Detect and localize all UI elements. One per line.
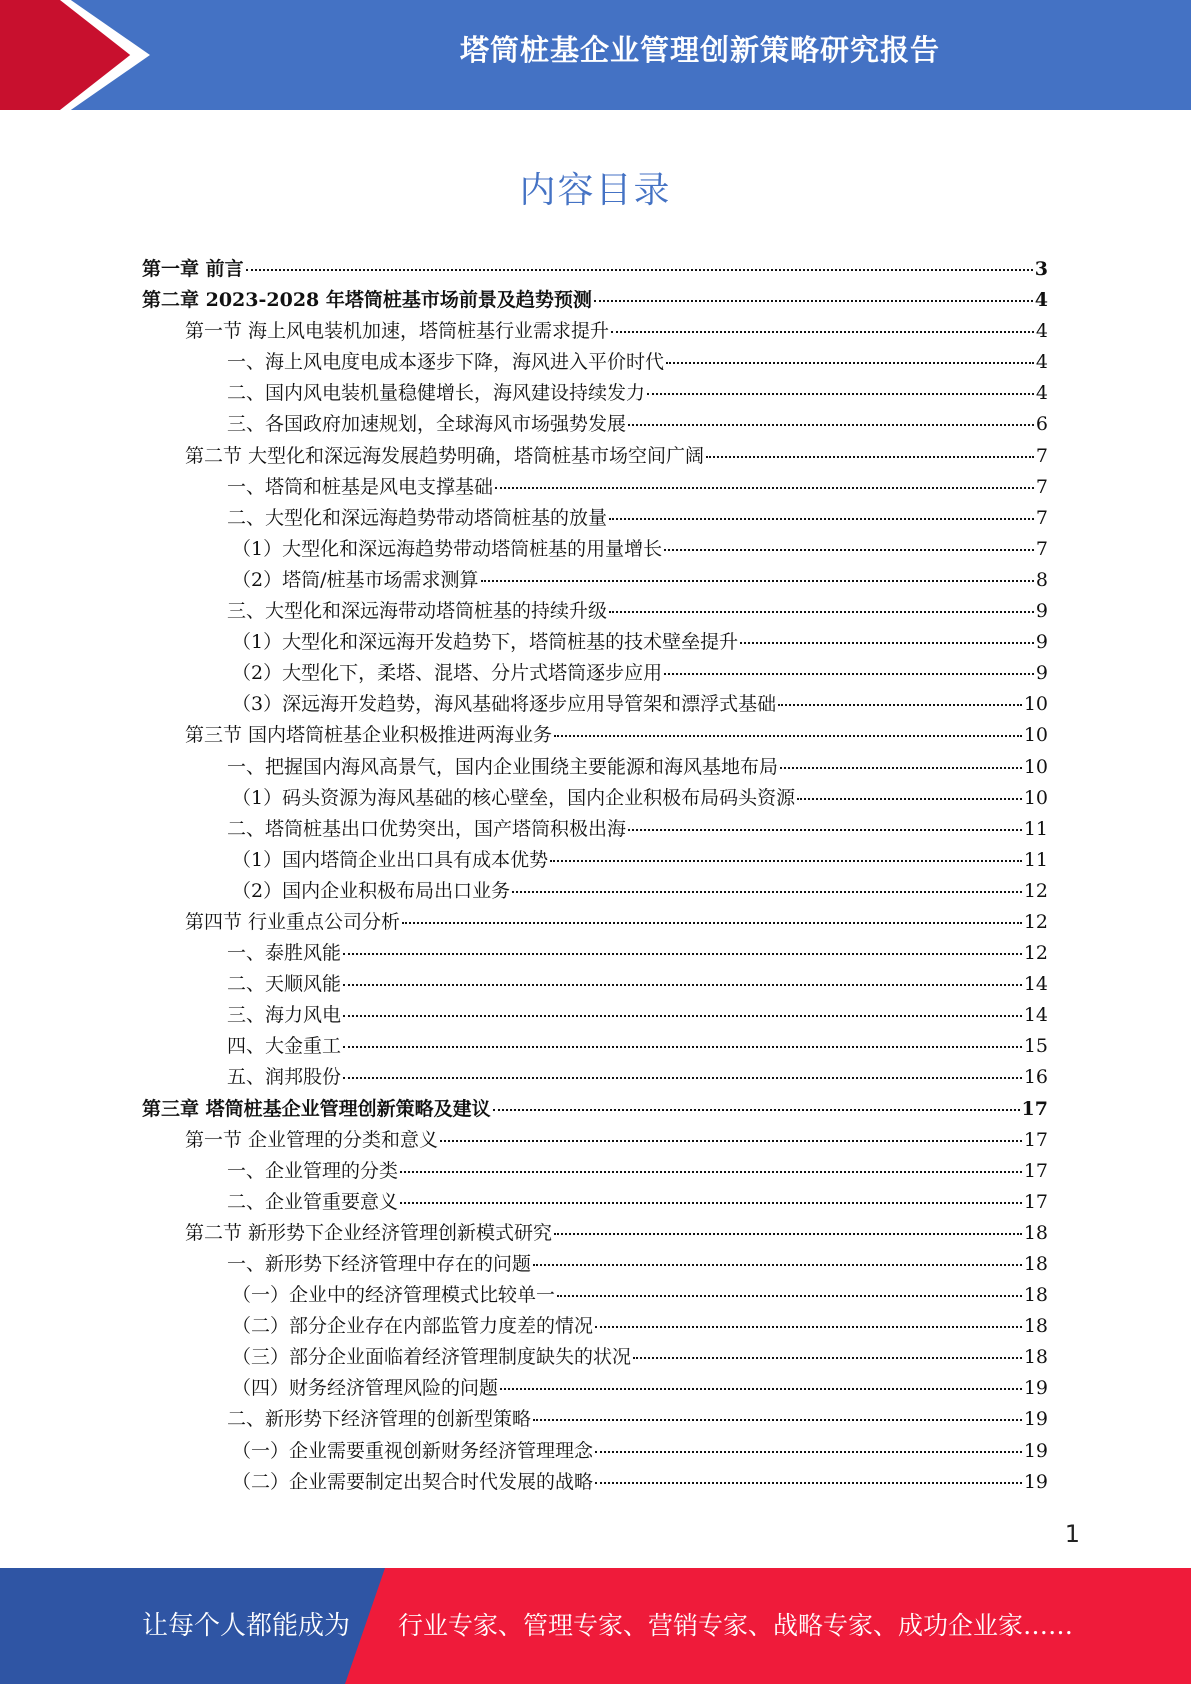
toc-entry[interactable]: [142, 1373, 1048, 1404]
toc-entry[interactable]: [142, 1218, 1048, 1249]
toc-entry[interactable]: [142, 1187, 1048, 1218]
toc-dot-leader: [666, 362, 1034, 364]
toc-entry[interactable]: [142, 1062, 1048, 1093]
toc-entry[interactable]: [142, 503, 1048, 534]
toc-dot-leader: [550, 860, 1022, 862]
toc-heading: 内容目录: [519, 170, 672, 211]
toc-dot-leader: [628, 829, 1022, 831]
toc-dot-leader: [402, 922, 1022, 924]
toc-dot-leader: [611, 331, 1034, 333]
toc-entry-page: 14: [1023, 1004, 1048, 1027]
toc-entry-page: 19: [1023, 1408, 1048, 1431]
report-title: 塔筒桩基企业管理创新策略研究报告: [459, 33, 940, 67]
toc-dot-leader: [706, 456, 1034, 458]
toc-entry-page: 18: [1023, 1221, 1048, 1244]
toc-entry[interactable]: [142, 627, 1048, 658]
toc-entry-title: （1）国内塔筒企业出口具有成本优势: [232, 848, 549, 871]
toc-dot-leader: [647, 393, 1034, 395]
toc-dot-leader: [400, 1202, 1022, 1204]
toc-dot-leader: [664, 673, 1034, 675]
toc-entry[interactable]: [142, 938, 1048, 969]
toc-entry-page: 18: [1023, 1346, 1048, 1369]
toc-entry-title: 五、润邦股份: [227, 1066, 342, 1089]
toc-entry-title: （3）深远海开发趋势，海风基础将逐步应用导管架和漂浮式基础: [232, 693, 777, 716]
toc-dot-leader: [343, 953, 1022, 955]
toc-dot-leader: [495, 487, 1034, 489]
toc-entry-page: 17: [1021, 1097, 1048, 1120]
toc-entry-title: 一、新形势下经济管理中存在的问题: [227, 1253, 532, 1275]
toc-dot-leader: [343, 1077, 1022, 1079]
page-number: 1: [1064, 1520, 1080, 1548]
toc-entry-title: 一、海上风电度电成本逐步下降，海风进入平价时代: [227, 351, 665, 374]
toc-entry[interactable]: [142, 845, 1048, 876]
toc-entry[interactable]: [142, 876, 1048, 907]
toc-dot-leader: [595, 1326, 1022, 1328]
toc-dot-leader: [778, 704, 1022, 706]
toc-entry[interactable]: [142, 1000, 1048, 1031]
toc-entry[interactable]: [142, 752, 1048, 783]
toc-entry[interactable]: [142, 316, 1048, 347]
toc-entry-page: 19: [1023, 1470, 1048, 1493]
toc-entry-page: 12: [1023, 879, 1048, 902]
toc-dot-leader: [500, 1388, 1022, 1390]
toc-dot-leader: [797, 798, 1022, 800]
toc-entry-page: 10: [1023, 786, 1048, 809]
toc-entry-title: （二）企业需要制定出契合时代发展的战略: [232, 1470, 594, 1493]
toc-entry-title: （2）大型化下，柔塔、混塔、分片式塔筒逐步应用: [232, 662, 663, 685]
toc-entry-page: 11: [1023, 817, 1048, 840]
toc-entry-page: 11: [1023, 848, 1048, 871]
toc-dot-leader: [533, 1419, 1022, 1421]
toc-dot-leader: [595, 1451, 1022, 1453]
toc-entry-title: （二）部分企业存在内部监管力度差的情况: [232, 1315, 594, 1338]
toc-entry[interactable]: [142, 254, 1048, 285]
toc-entry-page: 6: [1035, 413, 1048, 436]
toc-entry[interactable]: [142, 1311, 1048, 1342]
toc-entry[interactable]: [142, 1031, 1048, 1062]
footer-banner: [0, 1568, 1191, 1684]
toc-dot-leader: [343, 1046, 1022, 1048]
toc-dot-leader: [609, 518, 1034, 520]
toc-entry[interactable]: [142, 596, 1048, 627]
toc-entry[interactable]: [142, 658, 1048, 689]
toc-entry-title: 第一节 企业管理的分类和意义: [185, 1128, 439, 1151]
toc-entry[interactable]: [142, 1249, 1048, 1280]
footer-slogan-right: 行业专家、管理专家、营销专家、战略专家、成功企业家……: [398, 1611, 1074, 1640]
toc-entry-title: 第三节 国内塔筒桩基企业积极推进两海业务: [185, 724, 553, 747]
table-of-contents: [142, 254, 1048, 1498]
toc-entry-page: 18: [1023, 1284, 1048, 1307]
toc-entry-title: 三、海力风电: [227, 1004, 342, 1027]
toc-entry[interactable]: [142, 1436, 1048, 1467]
toc-entry-title: 一、企业管理的分类: [227, 1159, 399, 1182]
toc-entry[interactable]: [142, 907, 1048, 938]
toc-entry-title: 二、大型化和深远海趋势带动塔筒桩基的放量: [227, 506, 608, 529]
toc-entry[interactable]: [142, 969, 1048, 1000]
toc-entry-title: 第一节 海上风电装机加速，塔筒桩基行业需求提升: [185, 320, 610, 343]
toc-dot-leader: [780, 767, 1022, 769]
toc-entry-title: 第二节 大型化和深远海发展趋势明确，塔筒桩基市场空间广阔: [185, 444, 705, 467]
toc-entry-page: 9: [1035, 600, 1048, 623]
toc-dot-leader: [554, 1233, 1022, 1235]
toc-entry-page: 8: [1035, 568, 1048, 591]
toc-entry-title: 第二节 新形势下企业经济管理创新模式研究: [185, 1221, 553, 1244]
toc-entry[interactable]: [142, 1094, 1048, 1125]
toc-dot-leader: [664, 549, 1034, 551]
toc-entry-title: 第二章 2023-2028 年塔筒桩基市场前景及趋势预测: [142, 289, 592, 312]
toc-dot-leader: [400, 1171, 1022, 1173]
toc-entry-page: 18: [1023, 1253, 1048, 1275]
toc-entry-page: 12: [1023, 942, 1048, 965]
toc-entry-title: 一、泰胜风能: [227, 942, 342, 965]
toc-entry-page: 16: [1023, 1066, 1048, 1089]
toc-entry-title: （一）企业中的经济管理模式比较单一: [232, 1284, 556, 1307]
toc-entry[interactable]: [142, 783, 1048, 814]
toc-entry-page: 10: [1023, 724, 1048, 747]
toc-entry-title: 一、塔筒和桩基是风电支撑基础: [227, 475, 494, 498]
toc-dot-leader: [554, 735, 1022, 737]
toc-entry-title: 二、新形势下经济管理的创新型策略: [227, 1408, 532, 1431]
toc-entry-title: （2）国内企业积极布局出口业务: [232, 879, 511, 902]
toc-dot-leader: [633, 1357, 1022, 1359]
toc-dot-leader: [594, 300, 1033, 302]
toc-entry[interactable]: [142, 1156, 1048, 1187]
toc-dot-leader: [343, 984, 1022, 986]
toc-entry-title: 第三章 塔筒桩基企业管理创新策略及建议: [142, 1097, 491, 1120]
toc-entry-page: 3: [1034, 258, 1048, 280]
toc-entry[interactable]: [142, 285, 1048, 316]
toc-entry-page: 17: [1023, 1128, 1048, 1151]
toc-dot-leader: [481, 580, 1034, 582]
toc-entry[interactable]: [142, 1467, 1048, 1498]
footer-slogan-left: 让每个人都能成为: [142, 1611, 351, 1641]
toc-entry-page: 7: [1035, 506, 1048, 529]
toc-entry-page: 14: [1023, 973, 1048, 996]
toc-entry-page: 19: [1023, 1439, 1048, 1462]
toc-entry-title: 四、大金重工: [227, 1035, 342, 1058]
toc-entry-page: 7: [1035, 537, 1048, 560]
toc-entry[interactable]: [142, 565, 1048, 596]
toc-entry-title: 三、各国政府加速规划，全球海风市场强势发展: [227, 413, 627, 436]
toc-entry[interactable]: [142, 1280, 1048, 1311]
toc-entry[interactable]: [142, 1342, 1048, 1373]
toc-entry[interactable]: [142, 534, 1048, 565]
toc-dot-leader: [533, 1264, 1022, 1266]
toc-entry[interactable]: [142, 689, 1048, 720]
toc-dot-leader: [343, 1015, 1022, 1017]
toc-entry-title: （一）企业需要重视创新财务经济管理理念: [232, 1439, 594, 1462]
toc-entry[interactable]: [142, 720, 1048, 751]
toc-entry-page: 7: [1035, 475, 1048, 498]
toc-entry-page: 18: [1023, 1315, 1048, 1338]
toc-entry-page: 10: [1023, 693, 1048, 716]
toc-entry-title: （1）大型化和深远海开发趋势下，塔筒桩基的技术壁垒提升: [232, 631, 739, 654]
toc-entry-title: 二、企业管重要意义: [227, 1190, 399, 1213]
toc-entry-page: 12: [1023, 910, 1048, 933]
toc-entry-title: （1）码头资源为海风基础的核心壁垒，国内企业积极布局码头资源: [232, 786, 796, 809]
toc-dot-leader: [740, 642, 1034, 644]
header-banner: [0, 0, 1191, 110]
toc-entry-page: 4: [1035, 351, 1048, 374]
toc-entry-title: （2）塔筒/桩基市场需求测算: [232, 568, 479, 591]
toc-entry[interactable]: [142, 378, 1048, 409]
toc-dot-leader: [628, 424, 1034, 426]
toc-dot-leader: [493, 1109, 1020, 1111]
toc-entry-page: 4: [1035, 320, 1048, 343]
toc-entry[interactable]: [142, 814, 1048, 845]
toc-entry-page: 9: [1035, 662, 1048, 685]
toc-entry-title: 第一章 前言: [142, 258, 244, 280]
toc-dot-leader: [595, 1482, 1022, 1484]
toc-entry-title: 二、天顺风能: [227, 973, 342, 996]
toc-entry[interactable]: [142, 347, 1048, 378]
toc-entry-page: 10: [1023, 755, 1048, 778]
toc-entry-page: 7: [1035, 444, 1048, 467]
toc-entry[interactable]: [142, 409, 1048, 440]
toc-entry-title: 三、大型化和深远海带动塔筒桩基的持续升级: [227, 600, 608, 623]
toc-entry[interactable]: [142, 441, 1048, 472]
toc-dot-leader: [440, 1140, 1022, 1142]
toc-entry[interactable]: [142, 1125, 1048, 1156]
toc-entry-title: （1）大型化和深远海趋势带动塔筒桩基的用量增长: [232, 537, 663, 560]
toc-entry-page: 4: [1034, 289, 1048, 312]
toc-dot-leader: [512, 891, 1022, 893]
toc-entry[interactable]: [142, 1404, 1048, 1435]
toc-entry[interactable]: [142, 472, 1048, 503]
toc-entry-title: 二、塔筒桩基出口优势突出，国产塔筒积极出海: [227, 817, 627, 840]
toc-dot-leader: [246, 269, 1033, 271]
toc-entry-page: 15: [1023, 1035, 1048, 1058]
toc-entry-title: 二、国内风电装机量稳健增长，海风建设持续发力: [227, 382, 646, 405]
toc-dot-leader: [609, 611, 1034, 613]
toc-entry-title: 一、把握国内海风高景气，国内企业围绕主要能源和海风基地布局: [227, 755, 779, 778]
toc-entry-page: 19: [1023, 1377, 1048, 1400]
toc-entry-title: （三）部分企业面临着经济管理制度缺失的状况: [232, 1346, 632, 1369]
toc-entry-title: 第四节 行业重点公司分析: [185, 910, 401, 933]
toc-entry-title: （四）财务经济管理风险的问题: [232, 1377, 499, 1400]
toc-entry-page: 17: [1023, 1159, 1048, 1182]
toc-dot-leader: [557, 1295, 1022, 1297]
toc-entry-page: 4: [1035, 382, 1048, 405]
toc-entry-page: 9: [1035, 631, 1048, 654]
red-chevron-shape: [0, 0, 140, 110]
toc-entry-page: 17: [1023, 1190, 1048, 1213]
